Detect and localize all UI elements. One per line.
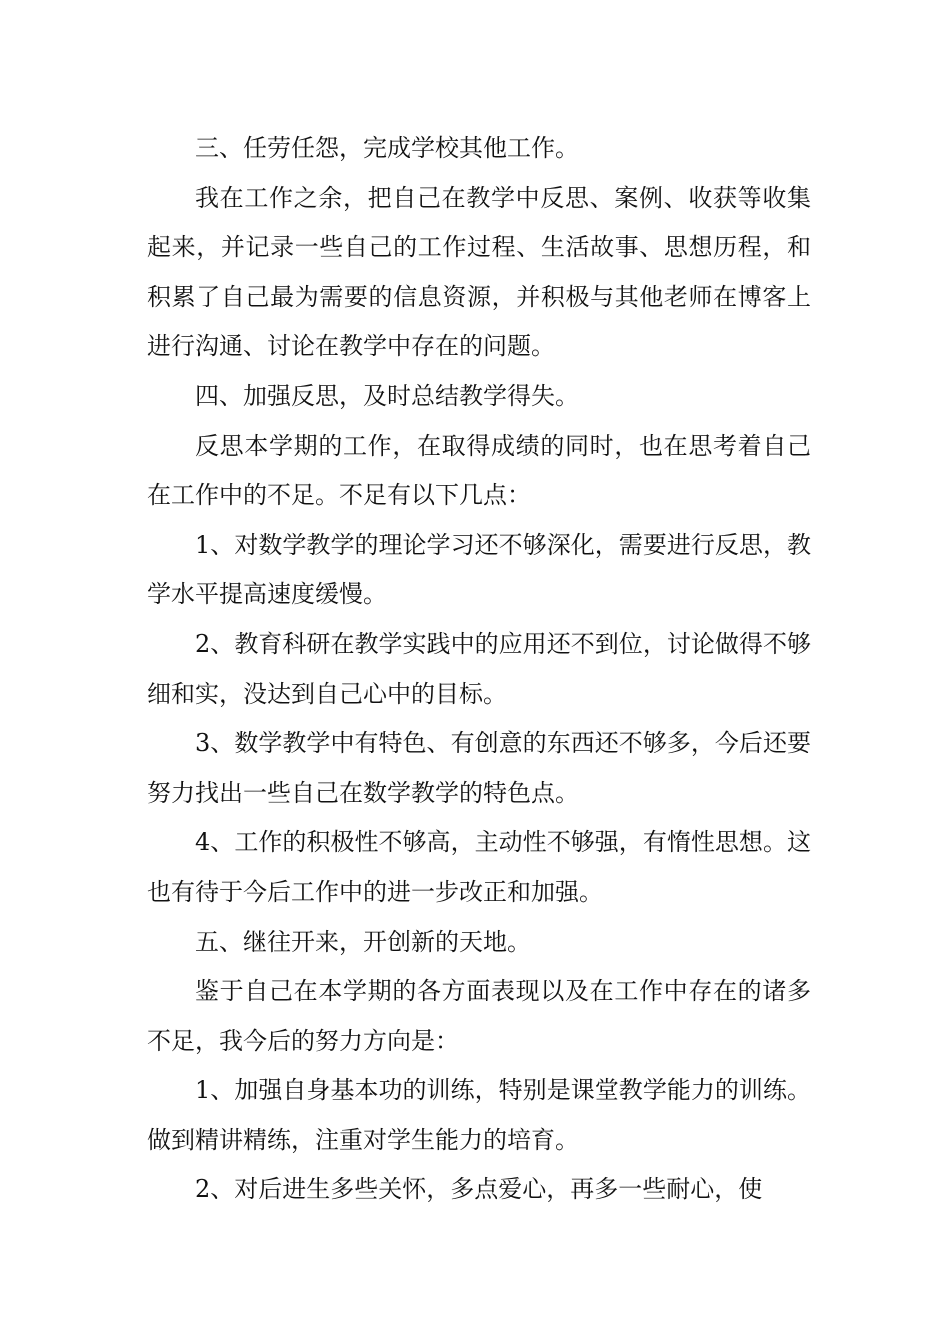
- list-item-direction-2: 2、对后进生多些关怀，多点爱心，再多一些耐心，使: [195, 1175, 763, 1204]
- heading-section-4: 四、加强反思，及时总结教学得失。: [195, 381, 579, 410]
- list-item-shortcoming-2: 2、教育科研在教学实践中的应用还不到位，讨论做得不够细和实，没达到自己心中的目标。: [147, 629, 811, 708]
- paragraph-shortcomings-intro: 反思本学期的工作，在取得成绩的同时，也在思考着自己在工作中的不足。不足有以下几点：: [147, 431, 811, 510]
- heading-section-5: 五、继往开来，开创新的天地。: [195, 927, 531, 956]
- document-body: [147, 124, 811, 1215]
- heading-section-3: 三、任劳任怨，完成学校其他工作。: [195, 134, 579, 162]
- paragraph-blog-reflection: 我在工作之余，把自己在教学中反思、案例、收获等收集起来，并记录一些自己的工作过程、生活故事、思想历程，和积累了自己最为需要的信息资源，并积极与其他老师在博客上进行沟通、讨论在教学中存在的问题。: [147, 183, 811, 361]
- paragraph-future-direction-intro: 鉴于自己在本学期的各方面表现以及在工作中存在的诸多不足，我今后的努力方向是：: [147, 977, 811, 1055]
- list-item-shortcoming-3: 3、数学教学中有特色、有创意的东西还不够多，今后还要努力找出一些自己在数学教学的特色点。: [147, 729, 811, 807]
- list-item-shortcoming-1: 1、对数学教学的理论学习还不够深化，需要进行反思，教学水平提高速度缓慢。: [147, 530, 811, 609]
- list-item-direction-1: 1、加强自身基本功的训练，特别是课堂教学能力的训练。做到精讲精练，注重对学生能力的培育。: [147, 1076, 811, 1154]
- list-item-shortcoming-4: 4、工作的积极性不够高，主动性不够强，有惰性思想。这也有待于今后工作中的进一步改正和加强。: [147, 828, 811, 906]
